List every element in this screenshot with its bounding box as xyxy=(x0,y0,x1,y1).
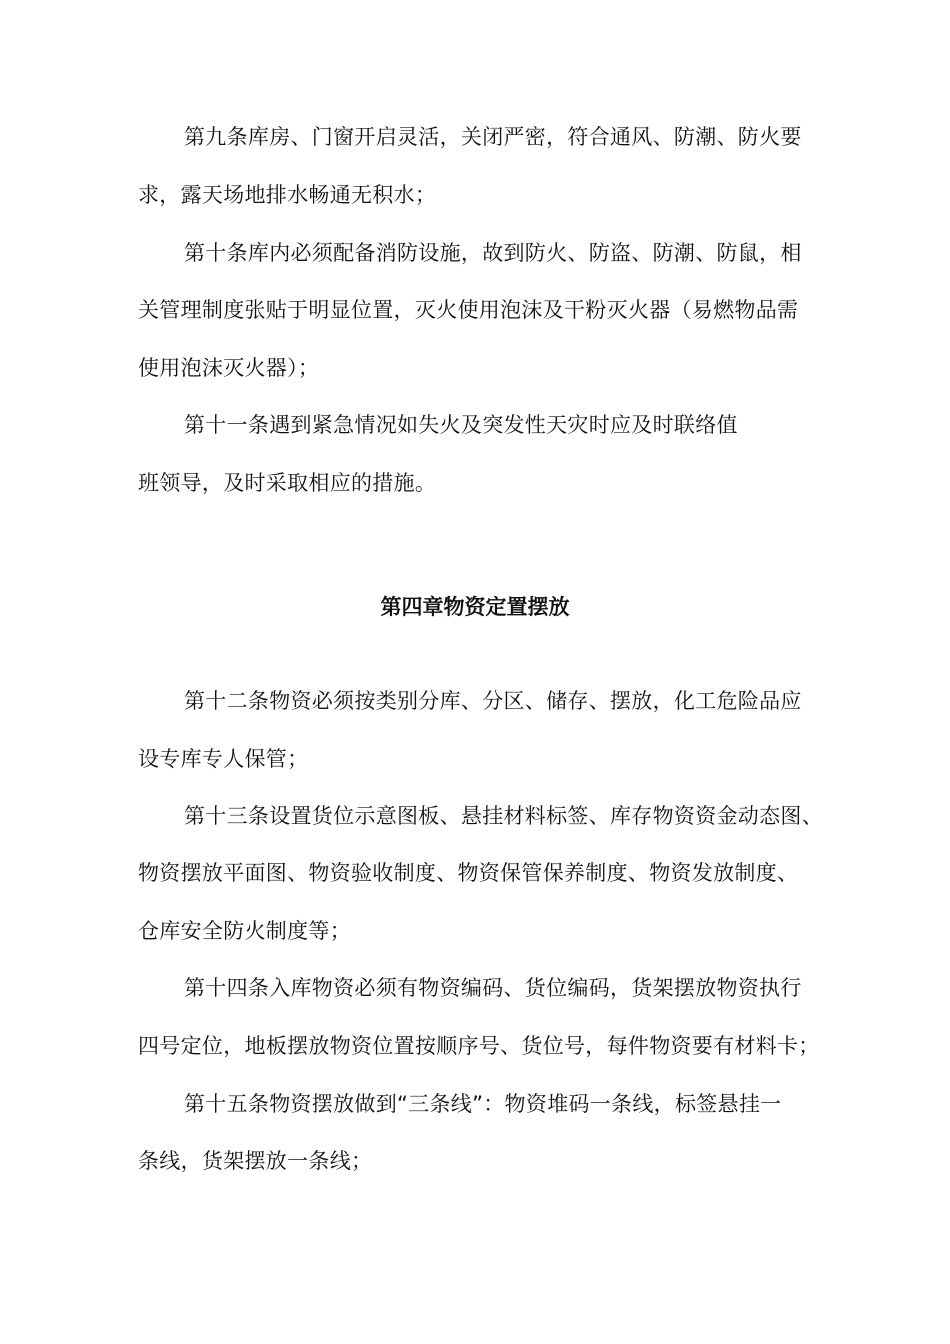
article-13-line-1: 第十三条设置货位示意图板、悬挂材料标签、库存物资资金动态图、 xyxy=(184,804,823,828)
article-15-line-2: 条线，货架摆放一条线； xyxy=(138,1149,373,1173)
article-10-line-1: 第十条库内必须配备消防设施，故到防火、防盗、防潮、防鼠，相 xyxy=(184,241,802,265)
article-12-line-1: 第十二条物资必须按类别分库、分区、储存、摆放，化工危险品应 xyxy=(184,689,802,713)
chapter-heading: 第四章物资定置摆放 xyxy=(380,595,570,619)
article-13-line-3: 仓库安全防火制度等； xyxy=(138,919,351,943)
article-11-line-1: 第十一条遇到紧急情况如失火及突发性天灾时应及时联络值 xyxy=(184,413,738,437)
article-10-line-2: 关管理制度张贴于明显位置，灭火使用泡沫及干粉灭火器（易燃物品需 xyxy=(138,298,799,322)
article-11-line-2: 班领导，及时采取相应的措施。 xyxy=(138,471,437,495)
article-9-line-1: 第九条库房、门窗开启灵活，关闭严密，符合通风、防潮、防火要 xyxy=(184,125,802,149)
article-12-line-2: 设专库专人保管； xyxy=(138,747,309,771)
article-10-line-3: 使用泡沫灭火器）； xyxy=(138,356,320,380)
article-13-line-2: 物资摆放平面图、物资验收制度、物资保管保养制度、物资发放制度、 xyxy=(138,861,799,885)
article-14-line-2: 四号定位，地板摆放物资位置按顺序号、货位号，每件物资要有材料卡； xyxy=(138,1034,820,1058)
article-9-line-2: 求，露天场地排水畅通无积水； xyxy=(138,183,437,207)
article-14-line-1: 第十四条入库物资必须有物资编码、货位编码，货架摆放物资执行 xyxy=(184,976,802,1000)
article-15-line-1: 第十五条物资摆放做到“三条线”：物资堆码一条线，标签悬挂一 xyxy=(184,1092,782,1116)
